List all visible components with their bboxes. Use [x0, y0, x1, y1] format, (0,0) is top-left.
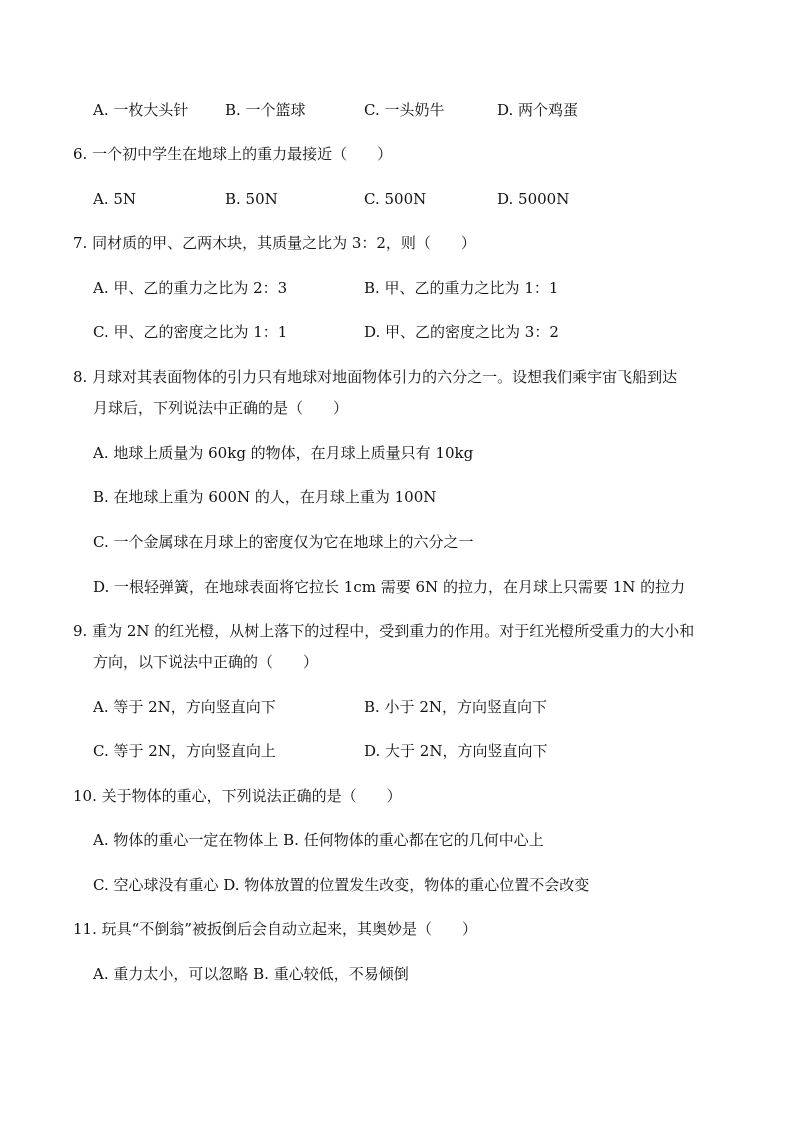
q8-stem-line1: 8. 月球对其表面物体的引力只有地球对地面物体引力的六分之一。设想我们乘宇宙飞船到达 [73, 368, 678, 386]
q10-stem: 10. 关于物体的重心，下列说法正确的是（ ） [73, 787, 402, 805]
q7-option-d: D. 甲、乙的密度之比为 3：2 [364, 323, 559, 341]
q6-option-a: A. 5N [93, 190, 137, 208]
q9-option-d: D. 大于 2N，方向竖直向下 [364, 742, 548, 760]
q11-stem: 11. 玩具“不倒翁”被扳倒后会自动立起来，其奥妙是（ ） [73, 920, 477, 938]
q9-stem-line2: 方向，以下说法中正确的（ ） [93, 653, 319, 671]
q5-option-a: A. 一枚大头针 [93, 101, 189, 119]
q10-options-cd: C. 空心球没有重心 D. 物体放置的位置发生改变，物体的重心位置不会改变 [93, 876, 590, 894]
q7-stem: 7. 同材质的甲、乙两木块，其质量之比为 3：2，则（ ） [73, 234, 476, 252]
q6-option-d: D. 5000N [497, 190, 570, 208]
q8-stem-line2: 月球后，下列说法中正确的是（ ） [93, 399, 349, 417]
q5-option-c: C. 一头奶牛 [364, 101, 445, 119]
q8-option-d: D. 一根轻弹簧，在地球表面将它拉长 1cm 需要 6N 的拉力，在月球上只需要 1N 的拉力 [93, 578, 686, 596]
q11-options-ab: A. 重力太小，可以忽略 B. 重心较低，不易倾倒 [93, 965, 409, 983]
q8-option-a: A. 地球上质量为 60kg 的物体，在月球上质量只有 10kg [93, 444, 474, 462]
q6-option-c: C. 500N [364, 190, 427, 208]
q9-option-a: A. 等于 2N，方向竖直向下 [93, 698, 276, 716]
q8-option-c: C. 一个金属球在月球上的密度仅为它在地球上的六分之一 [93, 533, 474, 551]
q8-option-b: B. 在地球上重为 600N 的人，在月球上重为 100N [93, 488, 437, 506]
q5-option-b: B. 一个篮球 [225, 101, 306, 119]
q5-option-d: D. 两个鸡蛋 [497, 101, 579, 119]
q7-option-c: C. 甲、乙的密度之比为 1：1 [93, 323, 288, 341]
q7-option-a: A. 甲、乙的重力之比为 2：3 [93, 279, 288, 297]
q6-option-b: B. 50N [225, 190, 278, 208]
q10-options-ab: A. 物体的重心一定在物体上 B. 任何物体的重心都在它的几何中心上 [93, 831, 544, 849]
q7-option-b: B. 甲、乙的重力之比为 1：1 [364, 279, 559, 297]
q9-option-c: C. 等于 2N，方向竖直向上 [93, 742, 276, 760]
q6-stem: 6. 一个初中学生在地球上的重力最接近（ ） [73, 145, 393, 163]
q9-option-b: B. 小于 2N，方向竖直向下 [364, 698, 547, 716]
q9-stem-line1: 9. 重为 2N 的红光橙，从树上落下的过程中，受到重力的作用。对于红光橙所受重力的大小和 [73, 622, 695, 640]
